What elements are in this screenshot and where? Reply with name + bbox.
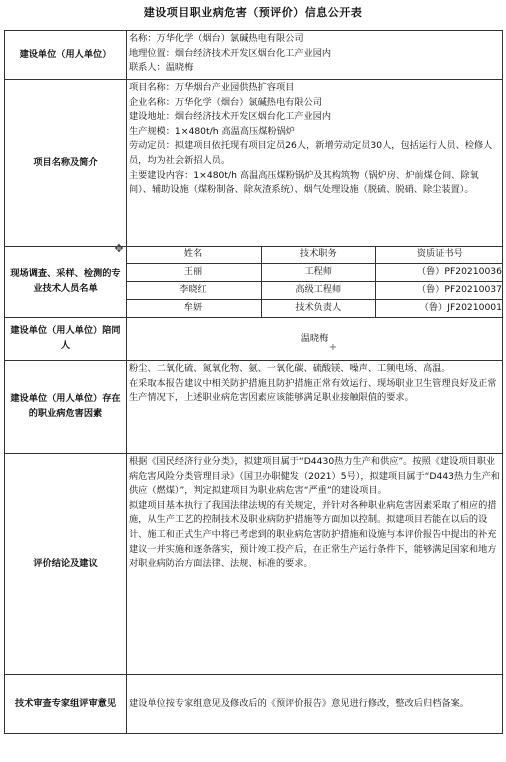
unit-name: 名称：万华化学（烟台）氯碱热电有限公司 bbox=[129, 33, 304, 44]
row-project bbox=[5, 80, 503, 247]
row-review bbox=[5, 675, 503, 734]
project-company: 企业名称：万华化学（烟台）氯碱热电有限公司 bbox=[129, 96, 322, 108]
project-label: 项目名称及简介 bbox=[5, 80, 127, 247]
plus-icon[interactable]: + bbox=[328, 342, 338, 353]
move-handle-icon[interactable]: ✥ bbox=[114, 242, 124, 255]
staff-name: 李晓红 bbox=[127, 282, 262, 300]
staff-label: 现场调查、采样、检测的专业技术人员名单 bbox=[5, 247, 127, 318]
row-hazards bbox=[5, 361, 503, 454]
unit-content bbox=[127, 31, 503, 80]
table-row bbox=[127, 264, 503, 282]
staff-cert: （鲁）JF20210001 bbox=[375, 300, 502, 318]
info-table bbox=[4, 30, 503, 734]
staff-cert: （鲁）PF20210037 bbox=[375, 282, 502, 300]
hazards-factors: 粉尘、二氧化硫、氮氧化物、氨、一氧化碳、硫酸镁、噪声、工频电场、高温。 bbox=[129, 363, 451, 374]
page-title: 建设项目职业病危害（预评价）信息公开表 bbox=[143, 6, 363, 19]
project-address: 建设地址：烟台经济技术开发区烟台化工产业园内 bbox=[129, 111, 332, 123]
hazards-label: 建设单位（用人单位）存在的职业病危害因素 bbox=[5, 361, 127, 454]
row-conclusion bbox=[5, 454, 503, 675]
conclusion-evaluation: 拟建项目基本执行了我国法律法规的有关规定，并针对各种职业病危害因素采取了相应的措施，从生产工艺的控制技术及职业病防护措施等方面加以控制。拟建项目若能在以后的设计、施工和正式生产中将已考虑到的职业病危害防护措施和设施与本评价报告中提出的补充建议一并实施和逐条落实，预计竣工投产后，在正常生产运行条件下，能够满足国家和地方对职业病防治方面法律、法规、标准的要求。 bbox=[129, 499, 497, 570]
project-staffing: 劳动定员：拟建项目依托现有项目定员26人，新增劳动定员30人，包括运行人员、检修人员，均为社会新招人员。 bbox=[129, 140, 493, 166]
project-construction: 主要建设内容：1×480t/h 高温高压煤粉锅炉及其构筑物（锅炉房、炉前煤仓间、除氧间）、辅助设施（煤粉制备、除灰渣系统）、烟气处理设施（脱硫、脱硝、除尘装置）。 bbox=[129, 169, 479, 196]
table-row bbox=[127, 282, 503, 300]
table-row bbox=[127, 300, 503, 318]
staff-title: 技术负责人 bbox=[261, 300, 375, 318]
review-value: 建设单位按专家组意见及修改后的《预评价报告》意见进行修改，整改后归档备案。 bbox=[127, 675, 503, 734]
row-escort bbox=[5, 318, 503, 361]
review-label: 技术审查专家组评审意见 bbox=[5, 675, 127, 734]
escort-value: 温晓梅 bbox=[127, 318, 503, 361]
row-unit bbox=[5, 31, 503, 80]
staff-header-title: 技术职务 bbox=[261, 247, 375, 264]
staff-title: 工程师 bbox=[261, 264, 375, 282]
row-staff bbox=[5, 247, 503, 318]
conclusion-classification: 根据《国民经济行业分类》，拟建项目属于“D4430热力生产和供应”。按照《建设项目职业病危害风险分类管理目录》（国卫办职健发（2021）5号），拟建项目属于“D443热力生产和供应（燃煤）”，判定拟建项目为职业病危害“严重”的建设项目。 bbox=[129, 456, 500, 497]
staff-name: 王丽 bbox=[127, 264, 262, 282]
staff-title: 高级工程师 bbox=[261, 282, 375, 300]
staff-header-cert: 资质证书号 bbox=[375, 247, 502, 264]
staff-header-row bbox=[127, 247, 503, 264]
conclusion-label: 评价结论及建议 bbox=[5, 454, 127, 675]
staff-header-name: 姓名 bbox=[127, 247, 262, 264]
project-scale: 生产规模：1×480t/h 高温高压煤粉锅炉 bbox=[129, 125, 295, 137]
escort-label: 建设单位（用人单位）陪同人 bbox=[5, 318, 127, 361]
staff-content bbox=[127, 247, 503, 318]
hazards-content bbox=[127, 361, 503, 454]
unit-label: 建设单位（用人单位） bbox=[5, 31, 127, 80]
staff-name: 牟妍 bbox=[127, 300, 262, 318]
project-name: 项目名称：万华烟台产业园供热扩容项目 bbox=[129, 82, 295, 93]
project-content bbox=[127, 80, 503, 247]
unit-location: 地理位置：烟台经济技术开发区烟台化工产业园内 bbox=[129, 47, 332, 59]
conclusion-content bbox=[127, 454, 503, 675]
unit-contact: 联系人：温晓梅 bbox=[129, 62, 194, 74]
hazards-assessment: 在采取本报告建议中相关防护措施且防护措施正常有效运行、现场职业卫生管理良好及正常生产情况下，上述职业病危害因素应该能够满足职业接触限值的要求。 bbox=[129, 377, 497, 404]
staff-table bbox=[127, 247, 503, 318]
staff-cert: （鲁）PF20210036 bbox=[375, 264, 502, 282]
